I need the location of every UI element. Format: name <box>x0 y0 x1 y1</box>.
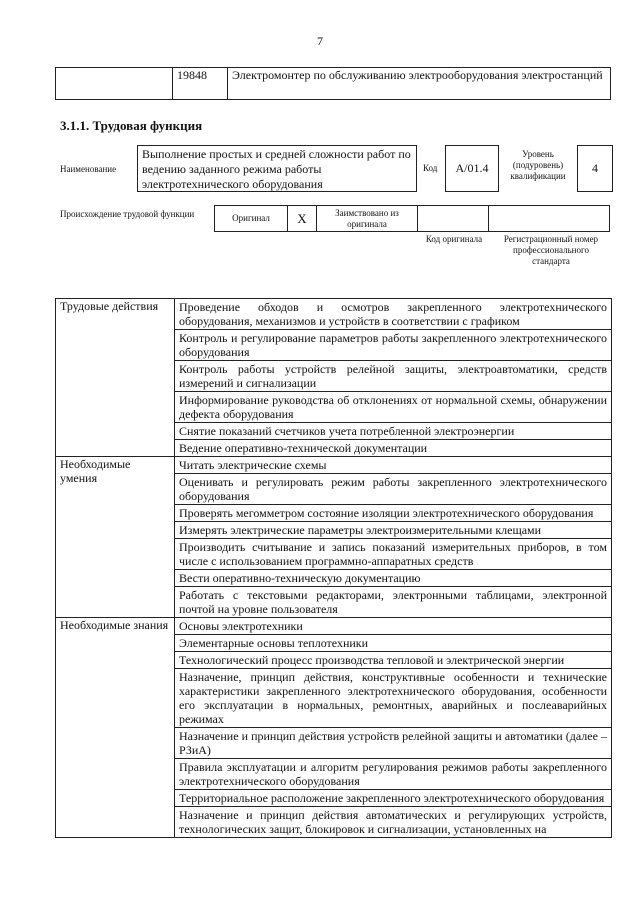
origin-reg-caption: Регистрационный номер профессионального стандарта <box>503 234 599 266</box>
section-item: Проведение обходов и осмотров закрепленного электротехнического оборудования, механизмов и устройств в соответствии с графиком <box>175 299 612 330</box>
section-item: Элементарные основы теплотехники <box>175 635 612 652</box>
section-heading: Необходимые знания <box>56 618 175 838</box>
occupation-code: 19848 <box>173 68 228 100</box>
section-item: Правила эксплуатации и алгоритм регулирования режимов работы закрепленного электротехнического оборудования <box>175 759 612 790</box>
table-row <box>56 457 612 474</box>
section-item: Назначение и принцип действия устройств релейной защиты и автоматики (далее – РЗиА) <box>175 728 612 759</box>
table-row <box>56 299 612 330</box>
function-name-value: Выполнение простых и средней сложности работ по ведению заданного режима работы электротехнического оборудования <box>137 145 417 192</box>
section-item: Территориальное расположение закрепленного электротехнического оборудования <box>175 790 612 807</box>
origin-reg-cell <box>488 205 610 232</box>
section-item: Ведение оперативно-технической документации <box>175 440 612 457</box>
section-item: Проверять мегомметром состояние изоляции электротехнического оборудования <box>175 505 612 522</box>
origin-code-cell <box>417 205 489 232</box>
origin-original-mark: X <box>287 205 317 232</box>
origin-borrowed-label: Заимствовано из оригинала <box>316 205 418 232</box>
function-details-table <box>55 298 612 838</box>
table-row <box>56 618 612 635</box>
section-item: Назначение, принцип действия, конструктивные особенности и технические характеристики закрепленного электротехнического оборудования, особенности его эксплуатации в нормальных, ремонтных, аварийных и послеаварийных режимах <box>175 669 612 728</box>
section-item: Оценивать и регулировать режим работы закрепленного электротехнического оборудования <box>175 474 612 505</box>
section-item: Назначение и принцип действия автоматических и регулирующих устройств, технологических защит, блокировок и сигнализации, установленных на <box>175 807 612 838</box>
origin-code-caption: Код оригинала <box>425 234 483 244</box>
section-item: Контроль работы устройств релейной защиты, электроавтоматики, средств измерений и сигнализации <box>175 361 612 392</box>
origin-label: Происхождение трудовой функции <box>60 209 195 219</box>
section-item: Контроль и регулирование параметров работы закрепленного электротехнического оборудования <box>175 330 612 361</box>
function-level-value: 4 <box>577 145 613 192</box>
origin-original-label: Оригинал <box>214 205 288 232</box>
page-number: 7 <box>317 34 323 48</box>
section-heading: Трудовые действия <box>56 299 175 457</box>
function-code-value: А/01.4 <box>445 145 499 192</box>
occupation-table <box>55 67 611 100</box>
function-code-label: Код <box>423 163 438 173</box>
section-item: Вести оперативно-техническую документацию <box>175 570 612 587</box>
section-item: Технологический процесс производства тепловой и электрической энергии <box>175 652 612 669</box>
section-heading: Необходимые умения <box>56 457 175 618</box>
function-name-label: Наименование <box>60 164 117 174</box>
section-item: Читать электрические схемы <box>175 457 612 474</box>
section-item: Измерять электрические параметры электроизмерительными клещами <box>175 522 612 539</box>
occupation-name: Электромонтер по обслуживанию электрооборудования электростанций <box>228 68 611 100</box>
table-row <box>56 68 611 100</box>
origin-row <box>215 205 610 232</box>
section-item: Снятие показаний счетчиков учета потребленной электроэнергии <box>175 423 612 440</box>
section-title: 3.1.1. Трудовая функция <box>60 118 203 133</box>
occupation-blank-cell <box>56 68 173 100</box>
section-item: Производить считывание и запись показаний измерительных приборов, в том числе с использованием программно-аппаратных средств <box>175 539 612 570</box>
section-item: Информирование руководства об отклонениях от нормальной схемы, обнаружении дефекта оборудования <box>175 392 612 423</box>
section-item: Основы электротехники <box>175 618 612 635</box>
section-item: Работать с текстовыми редакторами, электронными таблицами, электронной почтой на уровне пользователя <box>175 587 612 618</box>
function-level-label: Уровень (подуровень) квалификации <box>510 149 566 181</box>
